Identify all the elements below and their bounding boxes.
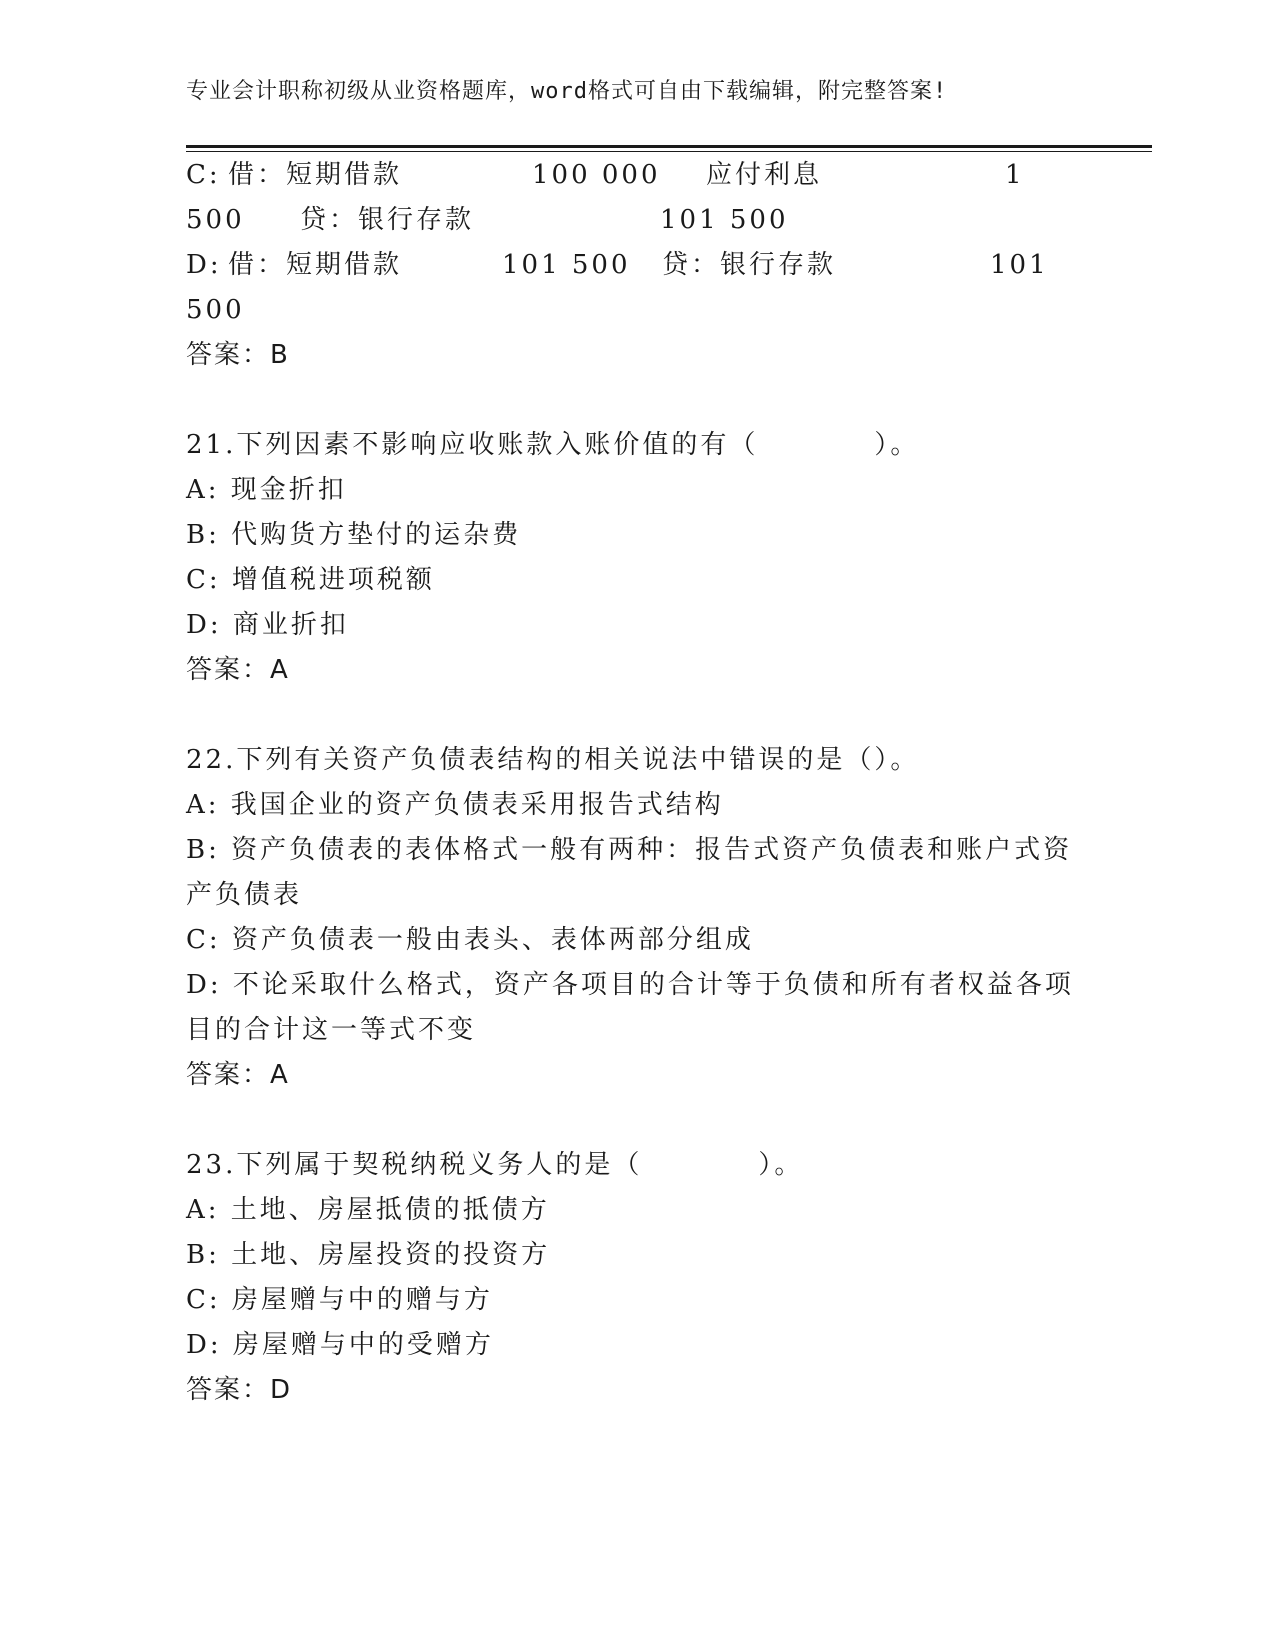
question-21-stem: 21.下列因素不影响应收账款入账价值的有（ ）。 <box>186 430 920 460</box>
option-c-label: C: <box>186 160 221 190</box>
question-23-option: B: 土地、房屋投资的投资方 <box>186 1240 551 1270</box>
option-c-amount2b: 500 <box>186 205 245 235</box>
question-23-stem: 23.下列属于契税纳税义务人的是（ ）。 <box>186 1150 804 1180</box>
question-22-stem: 22.下列有关资产负债表结构的相关说法中错误的是（）。 <box>186 745 920 775</box>
question-21-option: A: 现金折扣 <box>186 475 347 505</box>
question-21-option: C: 增值税进项税额 <box>186 565 435 595</box>
header-rule-thin <box>186 151 1152 152</box>
option-c-amount3: 101 500 <box>660 205 789 235</box>
question-22-option: C: 资产负债表一般由表头、表体两部分组成 <box>186 925 754 955</box>
question-22-option-cont: 目的合计这一等式不变 <box>186 1015 477 1045</box>
question-22-option-cont: 产负债表 <box>186 880 303 910</box>
option-d-amount1: 101 500 <box>502 250 631 280</box>
answer-21: 答案：A <box>186 655 290 685</box>
option-d-label: D: <box>186 250 222 280</box>
header-rule-thick <box>186 145 1152 148</box>
answer-20: 答案：B <box>186 340 290 370</box>
option-c-credit: 贷：银行存款 <box>300 205 475 235</box>
option-d-amount2a: 101 <box>990 250 1049 280</box>
page-header: 专业会计职称初级从业资格题库，word格式可自由下载编辑，附完整答案! <box>186 79 948 104</box>
option-c-item2: 应付利息 <box>706 160 823 190</box>
answer-23: 答案：D <box>186 1375 293 1405</box>
question-23-option: A: 土地、房屋抵债的抵债方 <box>186 1195 550 1225</box>
option-d-credit: 贷：银行存款 <box>662 250 837 280</box>
question-21-option: B: 代购货方垫付的运杂费 <box>186 520 522 550</box>
option-d-amount2b: 500 <box>186 295 245 325</box>
question-22-option: A: 我国企业的资产负债表采用报告式结构 <box>186 790 724 820</box>
question-22-option: D: 不论采取什么格式，资产各项目的合计等于负债和所有者权益各项 <box>186 970 1074 1000</box>
option-d-debit: 借：短期借款 <box>228 250 403 280</box>
question-23-option: C: 房屋赠与中的赠与方 <box>186 1285 493 1315</box>
answer-22: 答案：A <box>186 1060 290 1090</box>
option-c-amount2a: 1 <box>1005 160 1025 190</box>
question-21-option: D: 商业折扣 <box>186 610 349 640</box>
question-22-option: B: 资产负债表的表体格式一般有两种：报告式资产负债表和账户式资 <box>186 835 1073 865</box>
option-c-amount1: 100 000 <box>532 160 661 190</box>
option-c-debit: 借：短期借款 <box>228 160 403 190</box>
question-23-option: D: 房屋赠与中的受赠方 <box>186 1330 494 1360</box>
